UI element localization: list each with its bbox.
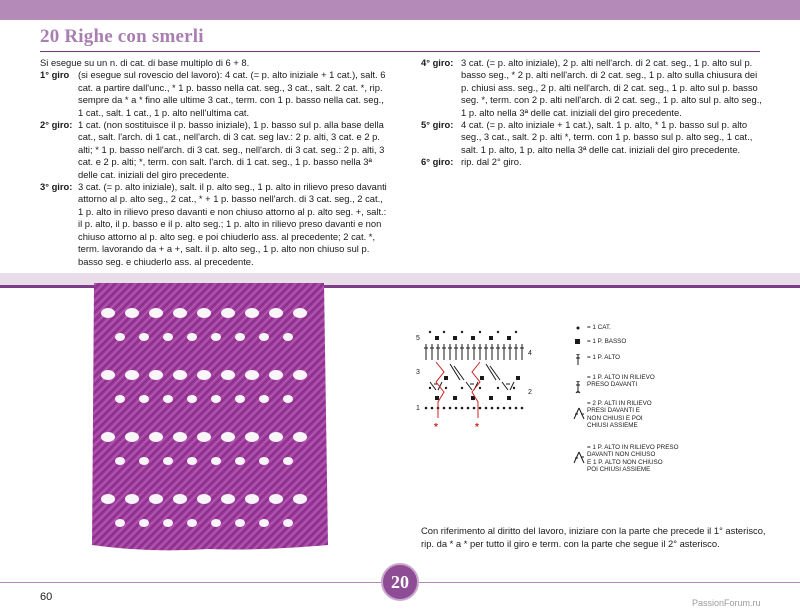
page-number: 60 bbox=[40, 591, 53, 603]
row-label: 3° giro: bbox=[40, 181, 73, 193]
chart-note: Con riferimento al diritto del lavoro, iniziare con la parte che precede il 1° asterisco, rip. da * a * per tutto il giro e term. con la parte che segue il 2° asterisco. bbox=[421, 525, 766, 549]
title-rule bbox=[40, 51, 760, 52]
pattern-number-badge: 20 bbox=[381, 563, 419, 601]
legend-item bbox=[573, 374, 655, 389]
stitch-chart bbox=[410, 322, 545, 442]
legend-text: = 1 CAT. bbox=[587, 324, 611, 331]
post-cluster-icon bbox=[573, 444, 587, 454]
page-title: 20 Righe con smerli bbox=[40, 26, 204, 47]
chart-row-number: 2 bbox=[528, 389, 532, 396]
chart-row-number: 1 bbox=[416, 405, 420, 412]
legend-item bbox=[573, 338, 626, 348]
legend-item bbox=[573, 354, 620, 364]
footer-rule-left bbox=[0, 582, 381, 583]
top-color-band bbox=[0, 0, 800, 20]
chart-asterisk: * bbox=[434, 422, 438, 433]
row-label: 4° giro: bbox=[421, 57, 454, 68]
square-icon bbox=[573, 338, 587, 348]
legend-item bbox=[573, 400, 652, 430]
legend-text: = 1 P. ALTO IN RILIEVO PRESO DAVANTI bbox=[587, 374, 655, 389]
chart-row-number: 4 bbox=[528, 350, 532, 357]
intro-text: Si esegue su un n. di cat. di base multiplo di 6 + 8. bbox=[40, 57, 250, 68]
row-text: rip. dal 2° giro. bbox=[461, 156, 522, 168]
row-3-instruction bbox=[40, 181, 390, 268]
watermark: PassionForum.ru bbox=[692, 598, 761, 608]
legend-item bbox=[573, 324, 611, 334]
instructions-right-column bbox=[421, 57, 763, 169]
row-2-instruction bbox=[40, 119, 390, 181]
instructions-left-column bbox=[40, 57, 390, 268]
row-6-instruction bbox=[421, 156, 763, 168]
legend-text: = 1 P. ALTO IN RILIEVO PRESO DAVANTI NON CHIUSO E 1 P. ALTO NON CHIUSO POI CHIUSI ASSIEME bbox=[587, 444, 679, 474]
row-text: 4 cat. (= p. alto iniziale + 1 cat.), salt. 1 p. alto, * 1 p. basso sul p. alto seg., 3 cat., salt. 2 p. alti *, term. con 1 p. basso sul p. alto seg., 1 cat., salt. 1 p. alto, 1 p. alto nella 3ª delle cat. iniziali del giro precedente. bbox=[461, 119, 753, 155]
row-text: (si esegue sul rovescio del lavoro): 4 cat. (= p. alto iniziale + 1 cat.), salt. 6 cat. a partire dall'unc., * 1 p. basso nella cat. seg., 3 cat., salt. 2 cat. *, rip. sempre da * a * fino alle ultime 3 cat., term. con 1 p. basso nella cat. seg., 1 cat., salt. 1 cat., 1 p. alto nell'ultima cat. bbox=[78, 69, 386, 118]
row-label: 5° giro: bbox=[421, 119, 454, 131]
row-5-instruction bbox=[421, 119, 763, 156]
stitch-legend bbox=[573, 322, 723, 492]
row-label: 2° giro: bbox=[40, 119, 73, 131]
double-crochet-icon bbox=[573, 354, 587, 364]
footer-rule-right bbox=[419, 582, 800, 583]
legend-text: = 2 P. ALTI IN RILIEVO PRESI DAVANTI E NON CHIUSI E POI CHIUSI ASSIEME bbox=[587, 400, 652, 430]
row-text: 1 cat. (non sostituisce il p. basso iniziale), 1 p. basso sul p. alla base della cat., salt. l'arch. di 1 cat., nell'arch. di 3 cat. seg lav.: 2 p. alti, 3 cat. e 2 p. alti; * 1 p. basso nell'arch. di 3 cat. seg., nell'arch. di 3 cat. seg.: 2 p. alti, 3 cat. e 2 p. alti; *, term. con salt. l'arch. di 1 cat. seg., 1 p. basso nella 3ª delle cat. iniziali del giro precedente. bbox=[78, 119, 385, 180]
legend-text: = 1 P. BASSO bbox=[587, 338, 627, 345]
row-text: 3 cat. (= p. alto iniziale), salt. il p. alto seg., 1 p. alto in rilievo preso davanti attorno al p. alto seg., 2 cat., * + 1 p. basso nell'arch. di 3 cat. seg., 2 cat., 1 p. alto in rilievo preso davanti e non chiuso attorno al p. alto seg. +, salt.: il p. alto, il p. basso e il p. alto seg.; 1 p. alto in rilievo preso davanti e non chiuso attorno al p. alto seg. e poi chiuderlo ass. al precedente; 2 cat. *, term. lavorando da + a +, salt. il p. alto seg., 1 p. alto non chiuso sul p. basso seg. e chiuderlo ass. al precedente. bbox=[78, 181, 387, 267]
cluster-icon bbox=[573, 400, 587, 410]
legend-item bbox=[573, 444, 679, 474]
legend-text: = 1 P. ALTO bbox=[587, 354, 621, 361]
row-1-instruction bbox=[40, 69, 390, 119]
chart-asterisk: * bbox=[475, 422, 479, 433]
chart-row-number: 5 bbox=[416, 335, 420, 342]
row-label: 1° giro bbox=[40, 69, 70, 81]
row-4-instruction bbox=[421, 57, 763, 119]
chart-row-number: 3 bbox=[416, 369, 420, 376]
row-label: 6° giro: bbox=[421, 156, 454, 168]
row-text: 3 cat. (= p. alto iniziale), 2 p. alti nell'arch. di 2 cat. seg., 1 p. alto sul p. basso seg., * 2 p. alti nell'arch. di 2 cat. seg., 1 p. alto sulla chiusura dei p. chiusi ass. seg., 2 p. alti nell'arch. di 2 cat. seg., 1 p. alto sul p. basso seg. *, term. con 2 p. alti nell'arch. di 2 cat. seg., 1 p. alto sul p. alto seg., 1 p. alto nella 3ª delle cat. iniziali del giro precedente. bbox=[461, 57, 762, 118]
crochet-swatch-photo bbox=[88, 283, 330, 553]
dot-icon bbox=[573, 324, 587, 334]
front-post-icon bbox=[573, 374, 587, 384]
